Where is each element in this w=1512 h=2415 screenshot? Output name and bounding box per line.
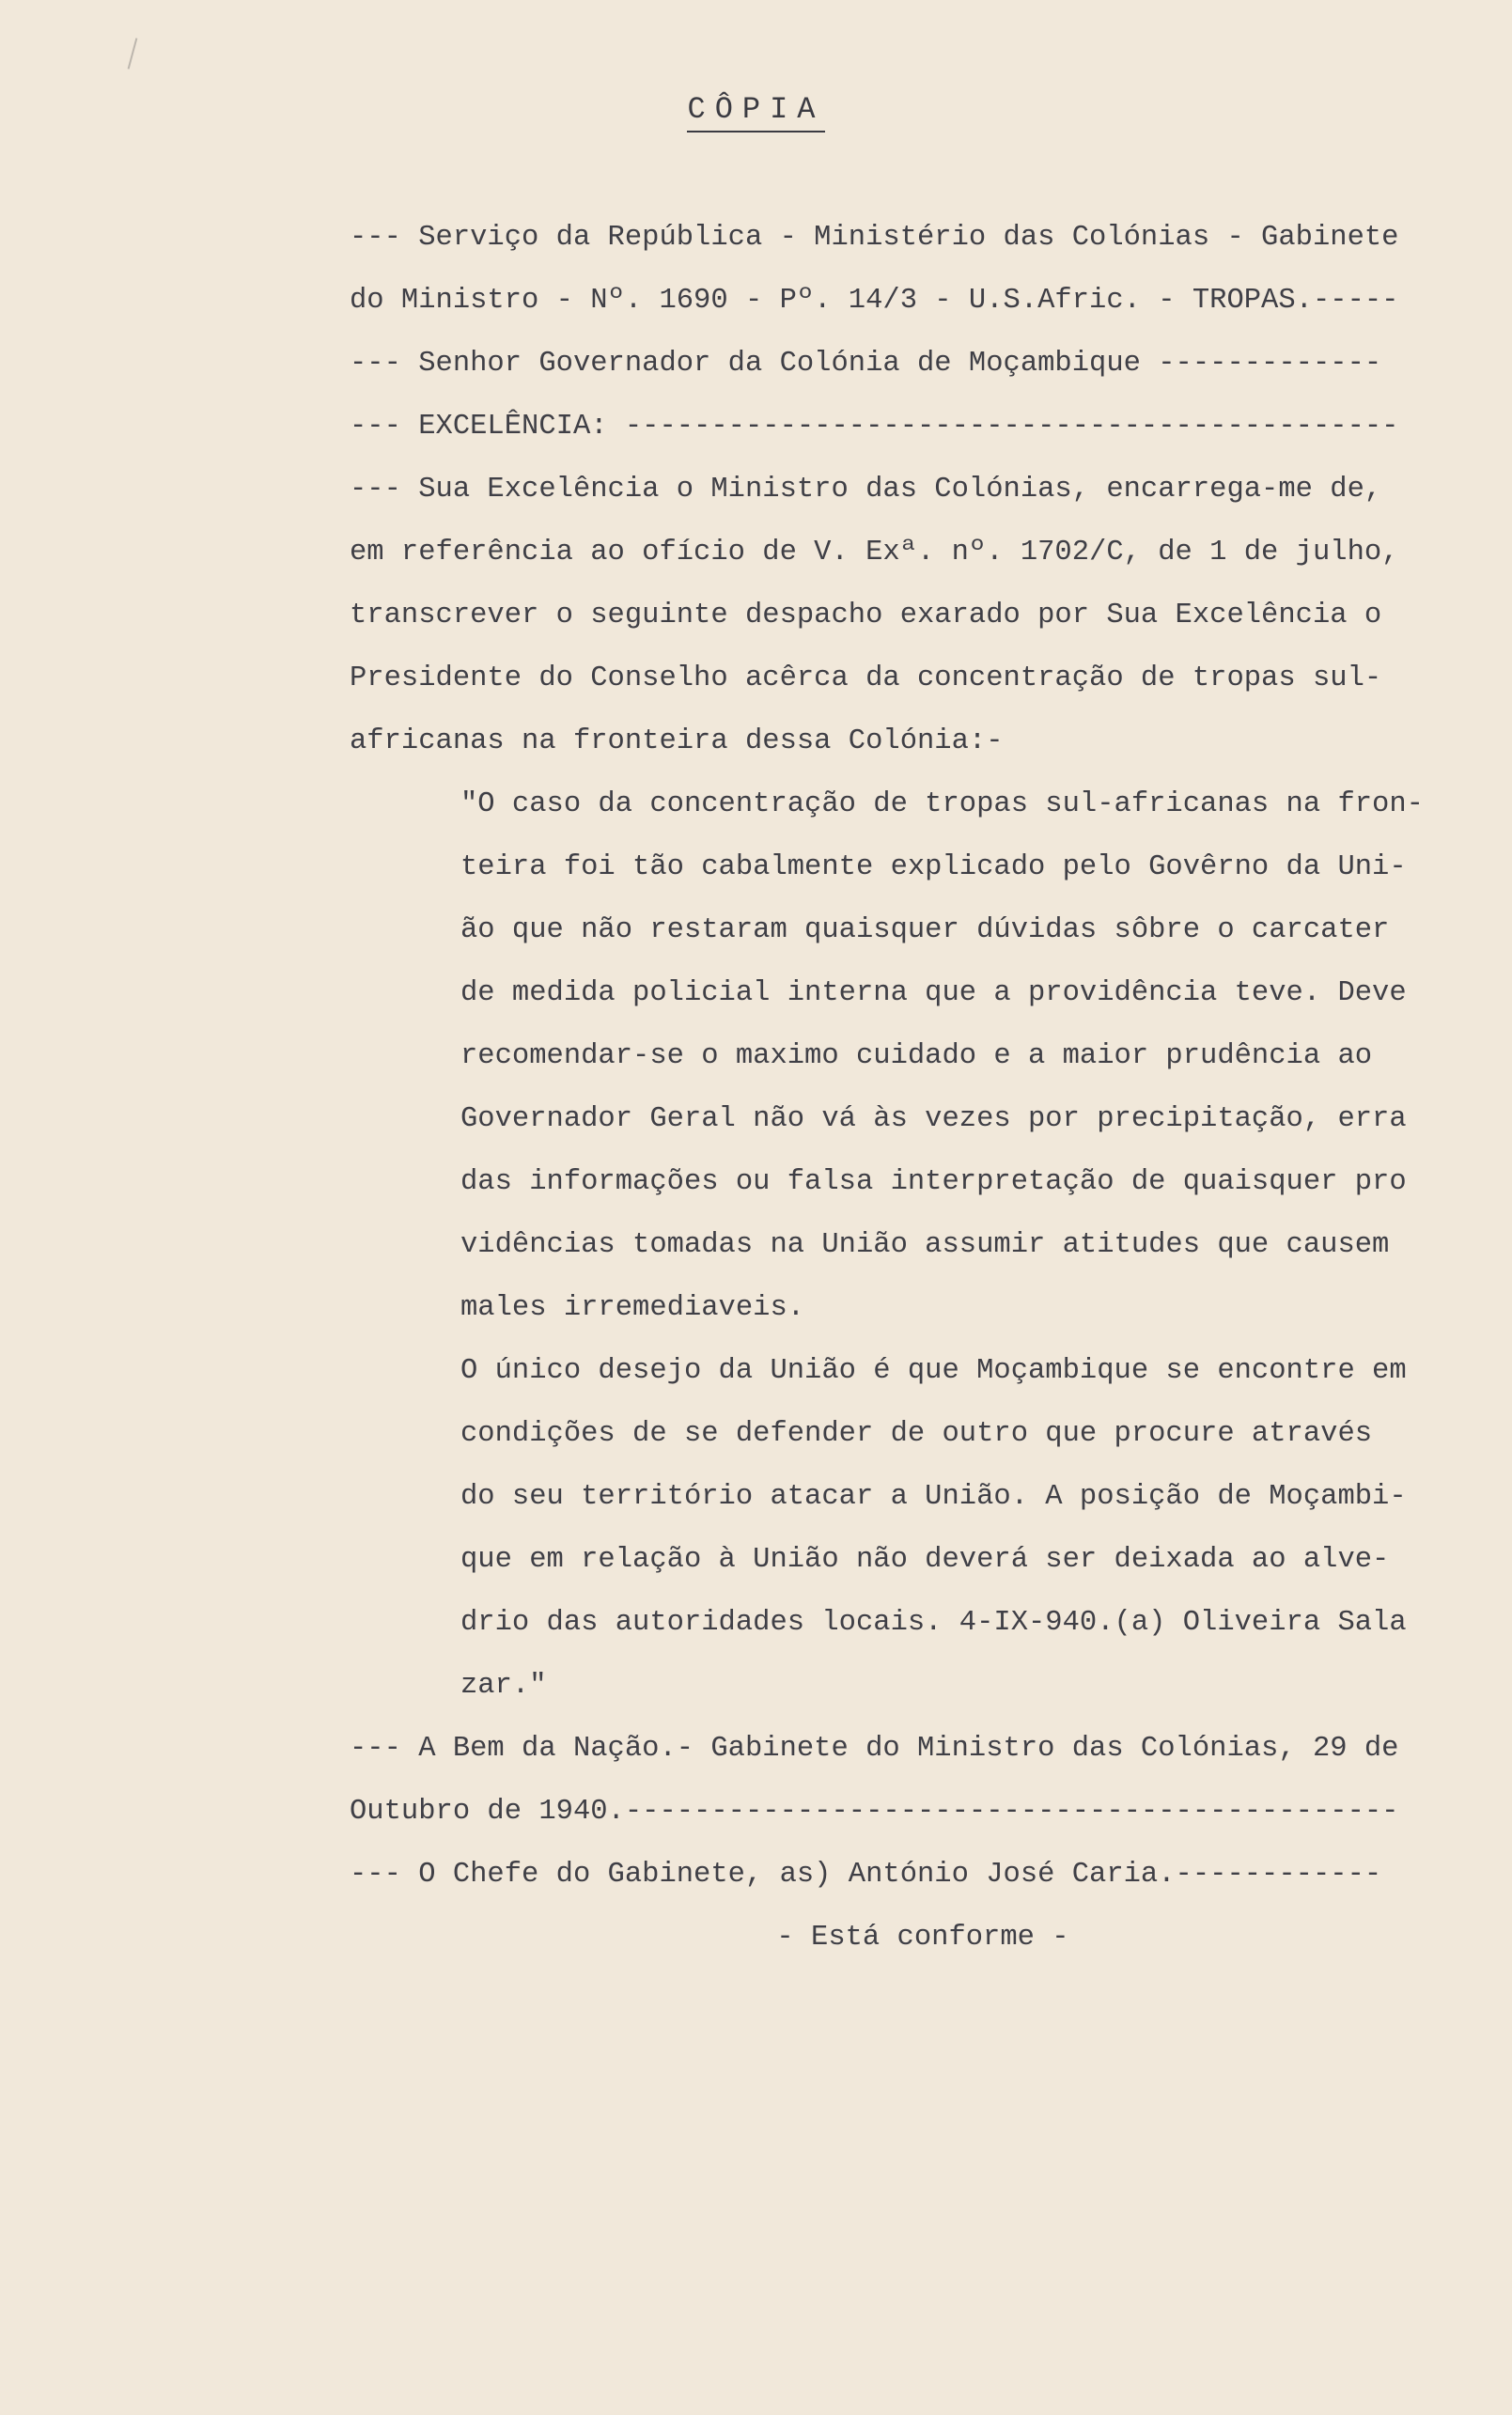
text-line: --- EXCELÊNCIA: --------------------------------------------- (350, 411, 1399, 443)
quote-line: "O caso da concentração de tropas sul-africanas na fron- (460, 788, 1424, 820)
quote-line: recomendar-se o maximo cuidado e a maior prudência ao (460, 1040, 1373, 1072)
closing-line: --- O Chefe do Gabinete, as) António José Caria.------------ (350, 1859, 1382, 1891)
text-line: Presidente do Conselho acêrca da concentração de tropas sul- (350, 662, 1382, 694)
text-line: africanas na fronteira dessa Colónia:- (350, 725, 1004, 757)
quote-line: condições de se defender de outro que procure através (460, 1418, 1373, 1450)
quote-line: das informações ou falsa interpretação de quaisquer pro (460, 1166, 1407, 1198)
text-line: em referência ao ofício de V. Exª. nº. 1702/C, de 1 de julho, (350, 537, 1399, 569)
quote-line: Governador Geral não vá às vezes por precipitação, erra (460, 1103, 1407, 1135)
text-line: --- Serviço da República - Ministério das Colónias - Gabinete (350, 222, 1399, 254)
quote-line: do seu território atacar a União. A posição de Moçambi- (460, 1481, 1407, 1513)
text-line: transcrever o seguinte despacho exarado por Sua Excelência o (350, 600, 1382, 631)
quote-line: que em relação à União não deverá ser deixada ao alve- (460, 1544, 1390, 1576)
quote-line: O único desejo da União é que Moçambique se encontre em (460, 1355, 1407, 1387)
quote-line: ão que não restaram quaisquer dúvidas sôbre o carcater (460, 914, 1390, 946)
closing-line: --- A Bem da Nação.- Gabinete do Ministro das Colónias, 29 de (350, 1733, 1399, 1765)
closing-line: Outubro de 1940.--------------------------------------------- (350, 1796, 1399, 1828)
quote-line: males irremediaveis. (460, 1292, 805, 1324)
document-title (0, 92, 1512, 132)
quote-line: vidências tomadas na União assumir atitudes que causem (460, 1229, 1390, 1261)
quote-line: teira foi tão cabalmente explicado pelo Govêrno da Uni- (460, 851, 1407, 883)
pencil-mark (128, 38, 138, 69)
quote-line: drio das autoridades locais. 4-IX-940.(a) Oliveira Sala (460, 1607, 1407, 1639)
title-text: CÔPIA (687, 92, 824, 132)
document-body (350, 211, 1496, 1974)
text-line: do Ministro - Nº. 1690 - Pº. 14/3 - U.S.Afric. - TROPAS.----- (350, 285, 1399, 317)
text-line: --- Sua Excelência o Ministro das Colónias, encarrega-me de, (350, 474, 1382, 506)
text-line: --- Senhor Governador da Colónia de Moçambique ------------- (350, 348, 1382, 380)
quote-line: zar." (460, 1670, 547, 1702)
conformity-note: - Está conforme - (776, 1922, 1069, 1954)
quote-line: de medida policial interna que a providência teve. Deve (460, 977, 1407, 1009)
